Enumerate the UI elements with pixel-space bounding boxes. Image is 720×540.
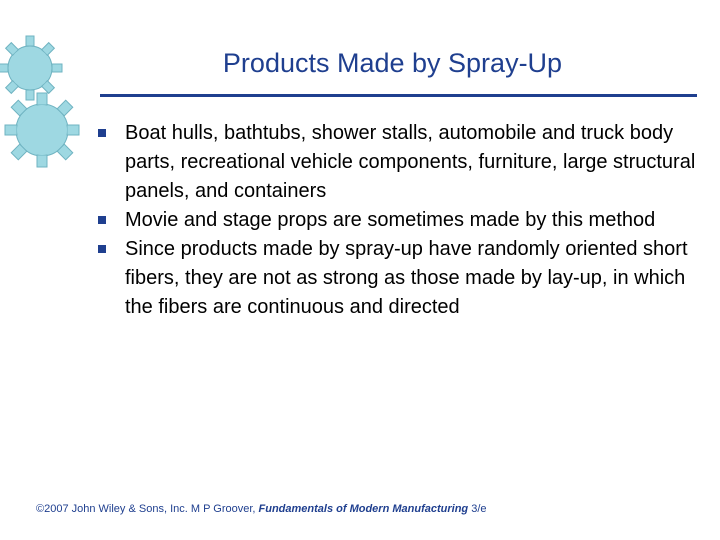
bullet-text: Boat hulls, bathtubs, shower stalls, automobile and truck body parts, recreational vehicle components, furniture, large structural panels, and containers [125,122,696,202]
bullet-item [98,206,698,235]
bullet-text: Movie and stage props are sometimes made by this method [125,209,656,231]
bullet-item [98,119,698,206]
square-bullet-icon [98,245,106,253]
footer-edition: 3/e [468,503,487,515]
gear-icon [0,36,62,100]
square-bullet-icon [98,216,106,224]
bullet-list [98,119,698,322]
slide-title: Products Made by Spray‑Up [222,48,563,78]
bullet-text: Since products made by spray‑up have randomly oriented short fibers, they are not as strong as those made by lay‑up, in which the fibers are continuous and directed [125,238,688,318]
footer-copyright: ©2007 John Wiley & Sons, Inc. M P Groover, [36,503,259,515]
footer-citation [36,503,487,515]
footer-book-title: Fundamentals of Modern Manufacturing [258,503,469,515]
gears-decoration [0,30,90,200]
bullet-item [98,235,698,322]
title-underline [100,94,697,97]
square-bullet-icon [98,129,106,137]
gear-icon [5,93,79,167]
